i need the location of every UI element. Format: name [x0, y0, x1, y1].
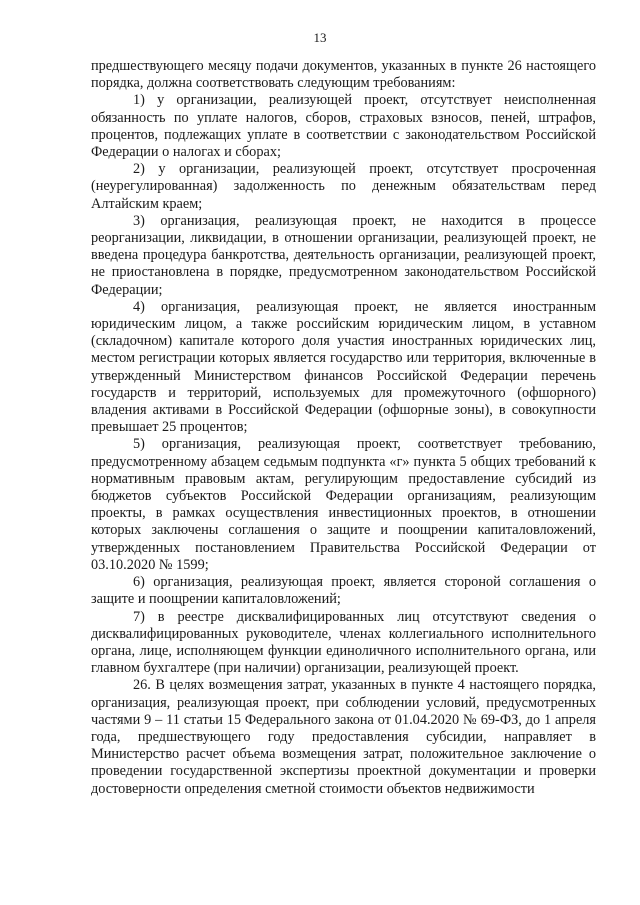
page-number: 13: [313, 30, 327, 45]
paragraph-continuation: предшествующего месяцу подачи документов, указанных в пункте 26 настоящего порядка, должна соответствовать следующим требованиям:: [91, 58, 596, 92]
paragraph-item-7: 7) в реестре дисквалифицированных лиц отсутствуют сведения о дисквалифицированных руководителе, членах коллегиального исполнительного органа, лице, исполняющем функции единоличного исполнительного органа, или главном бухгалтере (при наличии) организации, реализующей проект.: [91, 608, 596, 677]
paragraph-item-5: 5) организация, реализующая проект, соответствует требованию, предусмотренному абзацем седьмым подпункта «г» пункта 5 общих требований к нормативным правовым актам, регулирующим предоставление субсидий из бюджетов субъектов Российской Федерации организациям, реализующим проекты, в рамках осуществления инвестиционных проектов, в отношении которых заключены соглашения о защите и поощрении капиталовложений, утвержденных постановлением Правительства Российской Федерации от 03.10.2020 № 1599;: [91, 436, 596, 573]
paragraph-item-1: 1) у организации, реализующей проект, отсутствует неисполненная обязанность по уплате налогов, сборов, страховых взносов, пеней, штрафов, процентов, подлежащих уплате в соответствии с законодательством Российской Федерации о налогах и сборах;: [91, 92, 596, 161]
paragraph-item-6: 6) организация, реализующая проект, является стороной соглашения о защите и поощрении капиталовложений;: [91, 574, 596, 608]
paragraph-item-4: 4) организация, реализующая проект, не является иностранным юридическим лицом, а также российским юридическим лицом, в уставном (складочном) капитале которого доля участия иностранных юридических лиц, местом регистрации которых является государство или территория, включенные в утвержденный Министерством финансов Российской Федерации перечень государств и территорий, используемых для промежуточного (офшорного) владения активами в Российской Федерации (офшорные зоны), в совокупности превышает 25 процентов;: [91, 298, 596, 436]
document-body: [91, 58, 596, 798]
paragraph-clause-26: 26. В целях возмещения затрат, указанных в пункте 4 настоящего порядка, организация, реализующая проект, при соблюдении условий, предусмотренных частями 9 – 11 статьи 15 Федерального закона от 01.04.2020 № 69-ФЗ, до 1 апреля года, предшествующего году предоставления субсидии, направляет в Министерство расчет объема возмещения затрат, положительное заключение о проведении государственной экспертизы проектной документации и проверки достоверности определения сметной стоимости объектов недвижимости: [91, 677, 596, 797]
paragraph-item-2: 2) у организации, реализующей проект, отсутствует просроченная (неурегулированная) задолженность по денежным обязательствам перед Алтайским краем;: [91, 161, 596, 212]
paragraph-item-3: 3) организация, реализующая проект, не находится в процессе реорганизации, ликвидации, в отношении организации, реализующей проект, не введена процедура банкротства, деятельность организации, реализующей проект, не приостановлена в порядке, предусмотренном законодательством Российской Федерации;: [91, 212, 596, 298]
